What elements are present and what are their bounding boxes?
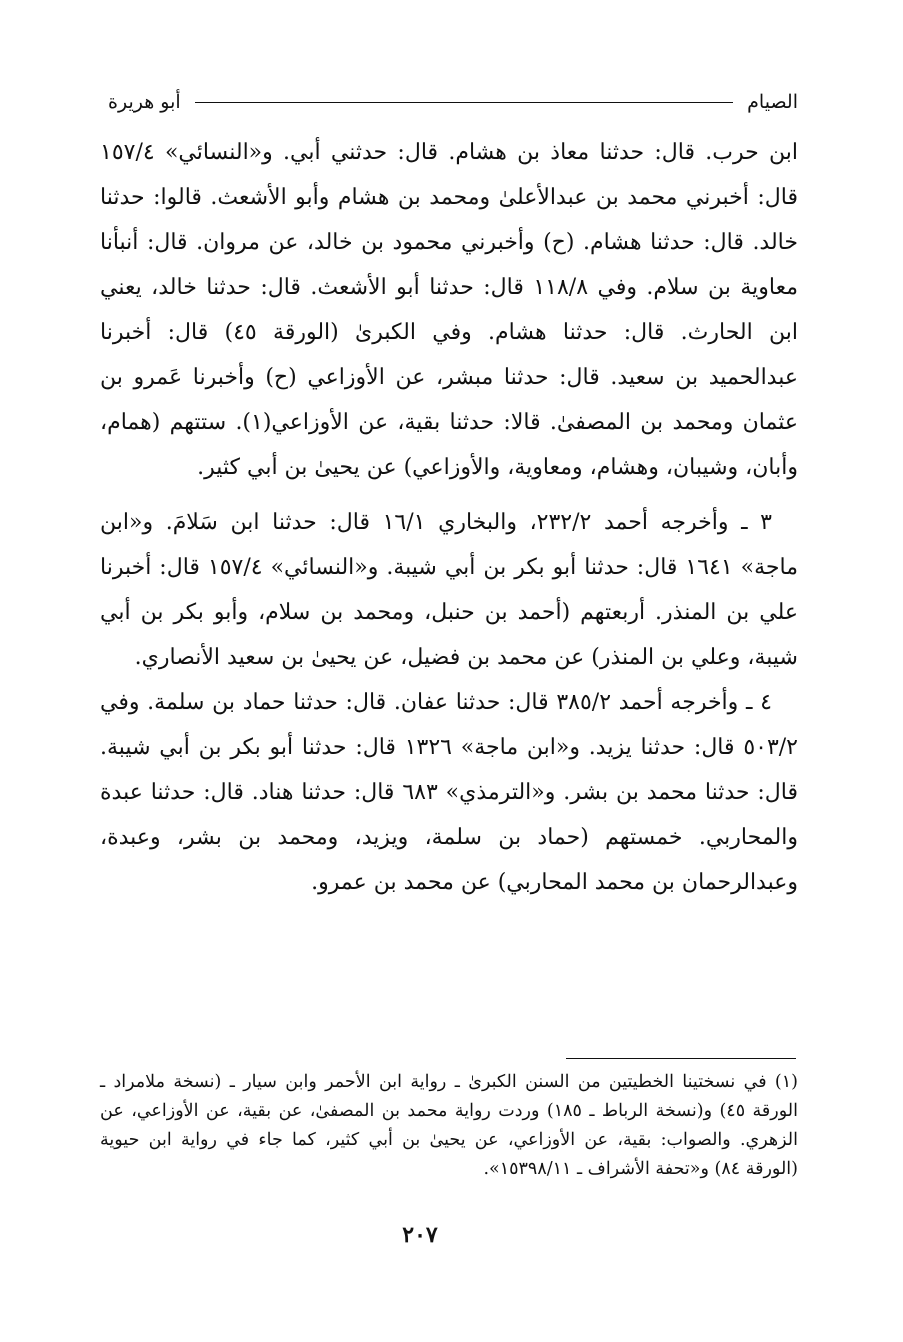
paragraph-2: ٣ ـ وأخرجه أحمد ٢٣٢/٢، والبخاري ١٦/١ قال: حدثنا ابن سَلامَ. و«ابن ماجة» ١٦٤١ قال: حدثنا أبو بكر بن أبي شيبة. و«النسائي» ١٥٧/٤ قال: أخبرنا علي بن المنذر. أربعتهم (أحمد بن حنبل، ومحمد بن سلام، وأبو بكر بن أبي شيبة، وعلي بن المنذر) عن محمد بن فضيل، عن يحيىٰ بن سعيد الأنصاري. xyxy=(100,510,798,670)
running-header xyxy=(108,84,798,120)
footnotes xyxy=(100,1068,798,1184)
page-number: ٢٠٧ xyxy=(402,1222,438,1248)
footnote-1: (١) في نسختينا الخطيتين من السنن الكبرىٰ ـ رواية ابن الأحمر وابن سيار ـ (نسخة ملامراد ـ الورقة ٤٥) و(نسخة الرباط ـ ١٨٥) وردت رواية محمد بن المصفىٰ، عن بقية، عن الأوزاعي، عن الزهري. والصواب: بقية، عن الأوزاعي، عن يحيىٰ بن أبي كثير، كما جاء في رواية ابن حيوية (الورقة ٨٤) و«تحفة الأشراف ـ ١٥٣٩٨/١١». xyxy=(100,1072,798,1179)
footnote-rule xyxy=(566,1058,796,1059)
paragraph-3: ٤ ـ وأخرجه أحمد ٣٨٥/٢ قال: حدثنا عفان. قال: حدثنا حماد بن سلمة. وفي ٥٠٣/٢ قال: حدثنا يزيد. و«ابن ماجة» ١٣٢٦ قال: حدثنا أبو بكر بن أبي شيبة. قال: حدثنا محمد بن بشر. و«الترمذي» ٦٨٣ قال: حدثنا هناد. قال: حدثنا عبدة والمحاربي. خمستهم (حماد بن سلمة، ويزيد، ومحمد بن بشر، وعبدة، وعبدالرحمان بن محمد المحاربي) عن محمد بن عمرو. xyxy=(100,690,798,895)
main-text xyxy=(100,130,798,905)
section-title: أبو هريرة xyxy=(108,91,181,113)
chapter-title: الصيام xyxy=(747,91,798,113)
paragraph-1: ابن حرب. قال: حدثنا معاذ بن هشام. قال: حدثني أبي. و«النسائي» ١٥٧/٤ قال: أخبرني محمد بن عبدالأعلىٰ ومحمد بن هشام وأبو الأشعث. قالوا: حدثنا خالد. قال: حدثنا هشام. (ح) وأخبرني محمود بن خالد، عن مروان. قال: أنبأنا معاوية بن سلام. وفي ١١٨/٨ قال: حدثنا أبو الأشعث. قال: حدثنا خالد، يعني ابن الحارث. قال: حدثنا هشام. وفي الكبرىٰ (الورقة ٤٥) قال: أخبرنا عبدالحميد بن سعيد. قال: حدثنا مبشر، عن الأوزاعي (ح) وأخبرنا عَمرو بن عثمان ومحمد بن المصفىٰ. قالا: حدثنا بقية، عن الأوزاعي(١). ستتهم (همام، وأبان، وشيبان، وهشام، ومعاوية، والأوزاعي) عن يحيىٰ بن أبي كثير. xyxy=(100,140,799,480)
header-rule xyxy=(195,102,734,103)
